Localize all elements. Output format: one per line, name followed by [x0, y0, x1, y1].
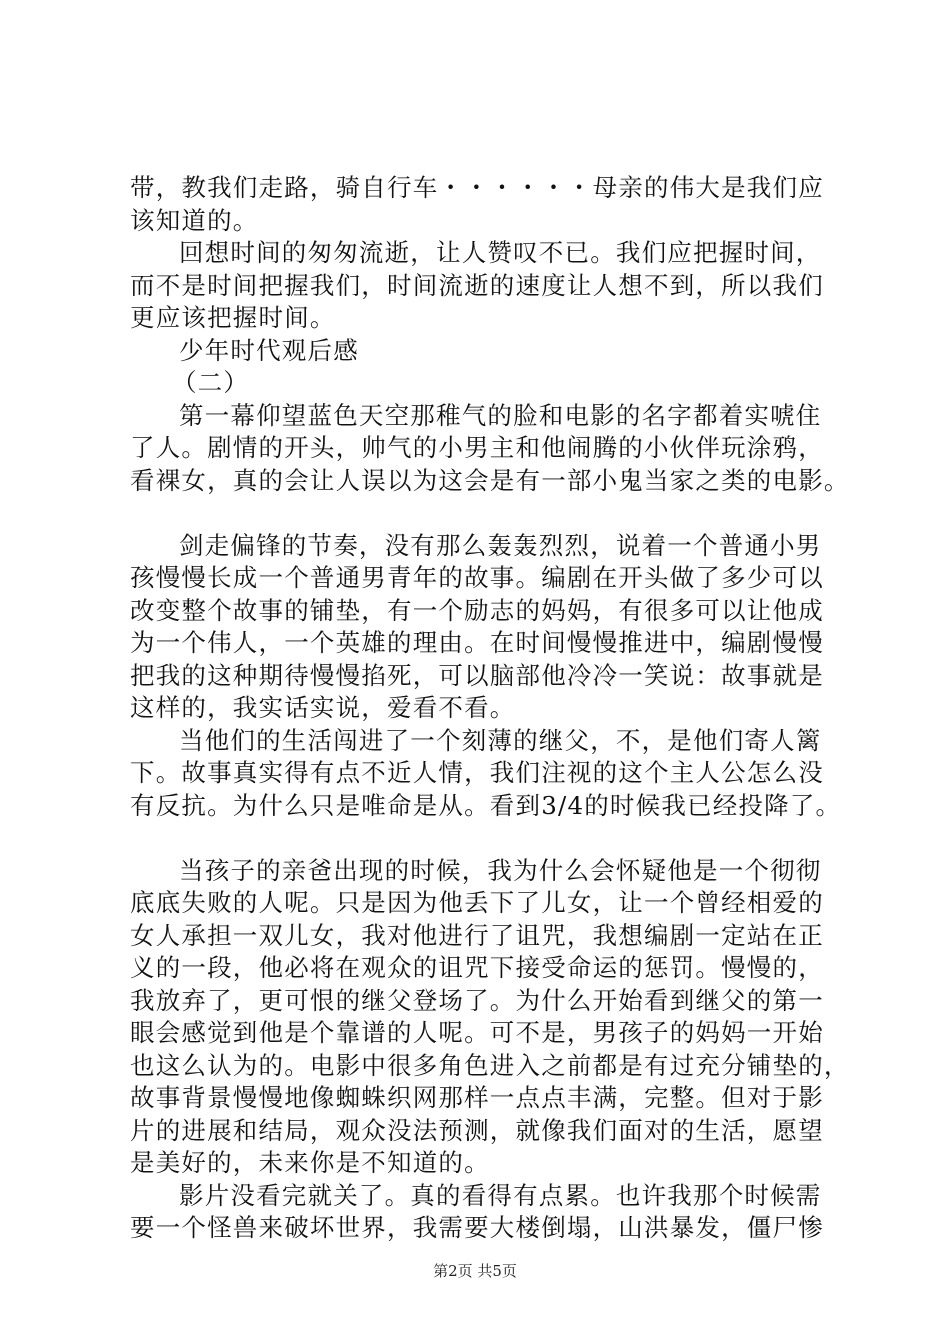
text-line: 是美好的，未来你是不知道的。 [130, 1148, 490, 1177]
text-line: 义的一段，他必将在观众的诅咒下接受命运的惩罚。慢慢的， [130, 953, 824, 982]
text-line: 了人。剧情的开头，帅气的小男主和他闹腾的小伙伴玩涂鸦， [130, 433, 824, 462]
blank-line [130, 497, 830, 530]
paragraph-start: 剑走偏锋的节奏，没有那么轰轰烈烈，说着一个普通小男 [179, 530, 822, 560]
paragraph-start: 当孩子的亲爸出现的时候，我为什么会怀疑他是一个彻彻 [179, 855, 822, 885]
text-line: 片的进展和结局，观众没法预测，就像我们面对的生活，愿望 [130, 1115, 824, 1145]
text-line: 有反抗。为什么只是唯命是从。看到3/4的时候我已经投降了。 [130, 790, 842, 820]
paragraph-start: 当他们的生活闯进了一个刻薄的继父，不，是他们寄人篱 [179, 725, 822, 755]
text-line: 更应该把握时间。 [130, 303, 336, 332]
text-line: 孩慢慢长成一个普通男青年的故事。编剧在开头做了多少可以 [130, 563, 824, 592]
text-line: 该知道的。 [130, 205, 259, 235]
section-number: （二） [172, 368, 250, 397]
text-line: 把我的这种期待慢慢掐死，可以脑部他冷冷一笑说：故事就是 [130, 660, 824, 690]
text-line: 也这么认为的。电影中很多角色进入之前都是有过充分铺垫的， [130, 1050, 850, 1080]
text-line: 改变整个故事的铺垫，有一个励志的妈妈，有很多可以让他成 [130, 595, 824, 625]
paragraph-start: 第一幕仰望蓝色天空那稚气的脸和电影的名字都着实唬住 [179, 400, 822, 430]
blank-line [130, 822, 830, 855]
text-line: 底底失败的人呢。只是因为他丢下了儿女，让一个曾经相爱的 [130, 888, 824, 917]
text-line: 下。故事真实得有点不近人情，我们注视的这个主人公怎么没 [130, 758, 824, 787]
paragraph-start: 回想时间的匆匆流逝，让人赞叹不已。我们应把握时间， [179, 238, 822, 267]
document-body [130, 172, 850, 1245]
text-line: 看裸女，真的会让人误以为这会是有一部小鬼当家之类的电影。 [130, 465, 850, 495]
section-title: 少年时代观后感 [179, 335, 359, 365]
text-line: 这样的，我实话实说，爱看不看。 [130, 693, 516, 722]
text-line: 女人承担一双儿女，我对他进行了诅咒，我想编剧一定站在正 [130, 920, 824, 950]
text-line: 要一个怪兽来破坏世界，我需要大楼倒塌，山洪暴发，僵尸惨 [130, 1213, 824, 1242]
text-line: 而不是时间把握我们，时间流逝的速度让人想不到，所以我们 [130, 270, 824, 300]
text-line: 我放弃了，更可恨的继父登场了。为什么开始看到继父的第一 [130, 985, 824, 1015]
paragraph-start: 影片没看完就关了。真的看得有点累。也许我那个时候需 [179, 1180, 822, 1210]
text-line: 为一个伟人，一个英雄的理由。在时间慢慢推进中，编剧慢慢 [130, 628, 824, 657]
text-line: 带，教我们走路，骑自行车・・・・・・母亲的伟大是我们应 [130, 173, 824, 202]
text-line: 眼会感觉到他是个靠谱的人呢。可不是，男孩子的妈妈一开始 [130, 1018, 824, 1047]
text-line: 故事背景慢慢地像蜘蛛织网那样一点点丰满，完整。但对于影 [130, 1083, 824, 1112]
page-footer: 第2页 共5页 [433, 1262, 517, 1280]
